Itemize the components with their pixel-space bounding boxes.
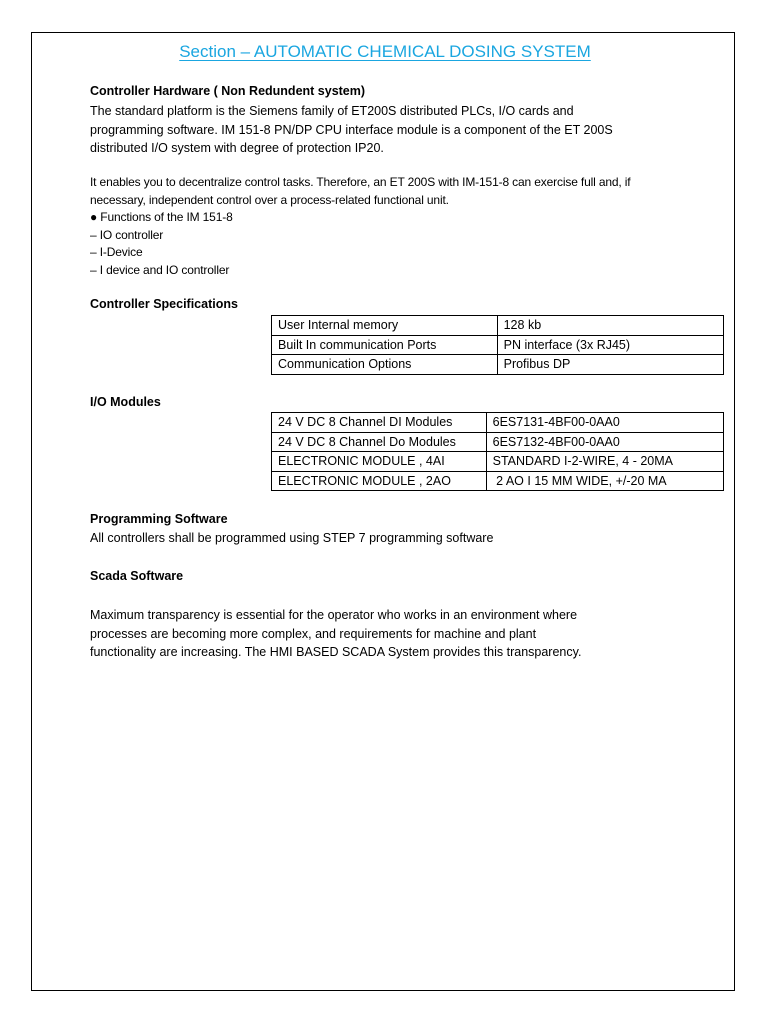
table-row: [272, 471, 724, 491]
paragraph-line: distributed I/O system with degree of protection IP20.: [90, 141, 384, 155]
paragraph-line: programming software. IM 151-8 PN/DP CPU interface module is a component of the ET 200S: [90, 122, 613, 137]
scada-software-heading: Scada Software: [90, 569, 184, 583]
controller-hardware-heading: Controller Hardware ( Non Redundent system): [90, 84, 366, 98]
table-row: [272, 335, 724, 355]
paragraph-line: necessary, independent control over a process-related functional unit.: [90, 192, 449, 207]
decentralize-paragraph: [90, 174, 730, 279]
module-name: ELECTRONIC MODULE , 4AI: [272, 452, 487, 472]
spec-label: User Internal memory: [272, 316, 498, 336]
table-row: [272, 413, 724, 433]
module-name: ELECTRONIC MODULE , 2AO: [272, 471, 487, 491]
module-name: 24 V DC 8 Channel DI Modules: [272, 413, 487, 433]
controller-hardware-paragraph: [90, 102, 730, 158]
spec-value: 128 kb: [497, 316, 723, 336]
spec-value: PN interface (3x RJ45): [497, 335, 723, 355]
table-row: [272, 452, 724, 472]
module-name: 24 V DC 8 Channel Do Modules: [272, 432, 487, 452]
paragraph-line: All controllers shall be programmed using STEP 7 programming software: [90, 531, 494, 545]
paragraph-line: processes are becoming more complex, and requirements for machine and plant: [90, 626, 537, 641]
module-part: STANDARD I-2-WIRE, 4 - 20MA: [486, 452, 723, 472]
page-title: Section – AUTOMATIC CHEMICAL DOSING SYSTEM: [179, 42, 591, 61]
table-row: [272, 432, 724, 452]
io-modules-heading: I/O Modules: [90, 395, 161, 409]
function-item: – I device and IO controller: [90, 262, 230, 277]
paragraph-line: It enables you to decentralize control tasks. Therefore, an ET 200S with IM-151-8 can exercise full and, if: [90, 175, 631, 189]
spec-value: Profibus DP: [497, 355, 723, 375]
module-part: 6ES7131-4BF00-0AA0: [486, 413, 723, 433]
table-row: [272, 355, 724, 375]
function-item: – IO controller: [90, 227, 164, 242]
paragraph-line: The standard platform is the Siemens family of ET200S distributed PLCs, I/O cards and: [90, 104, 574, 118]
io-modules-table: [271, 412, 724, 491]
module-part: 6ES7132-4BF00-0AA0: [486, 432, 723, 452]
function-item: – I-Device: [90, 245, 143, 259]
programming-software-heading: Programming Software: [90, 512, 228, 526]
spec-label: Built In communication Ports: [272, 335, 498, 355]
table-row: [272, 316, 724, 336]
module-part: 2 AO I 15 MM WIDE, +/-20 MA: [486, 471, 723, 491]
controller-specifications-table: [271, 315, 724, 375]
paragraph-line: Maximum transparency is essential for the operator who works in an environment where: [90, 608, 578, 622]
paragraph-line: functionality are increasing. The HMI BASED SCADA System provides this transparency.: [90, 645, 582, 659]
scada-software-paragraph: [90, 606, 730, 662]
programming-software-text: [90, 529, 730, 548]
spec-label: Communication Options: [272, 355, 498, 375]
controller-specifications-heading: Controller Specifications: [90, 297, 238, 311]
functions-heading: ● Functions of the IM 151-8: [90, 210, 233, 224]
